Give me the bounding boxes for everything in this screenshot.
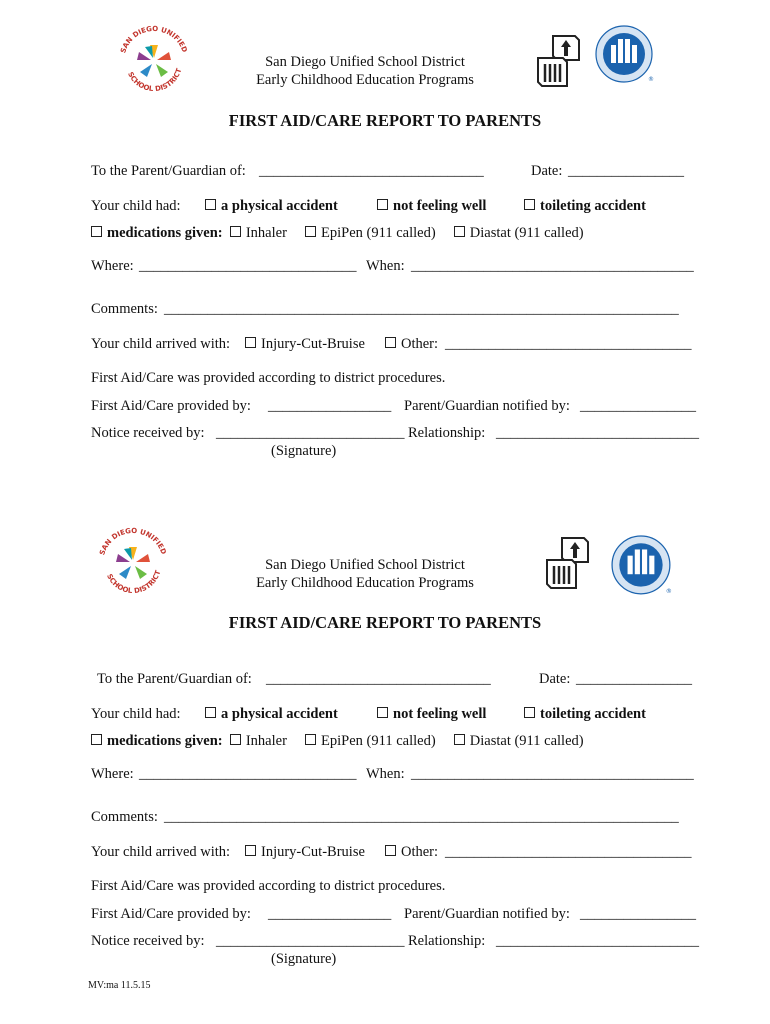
parent-name-field[interactable]: _______________________________ xyxy=(259,163,484,179)
diastat-checkbox[interactable] xyxy=(454,226,465,237)
epipen-checkbox[interactable] xyxy=(305,226,316,237)
notified-field[interactable]: ________________ xyxy=(580,398,696,414)
provided-label: First Aid/Care provided by: xyxy=(91,398,251,414)
svg-text:SAN DIEGO UNIFIED: SAN DIEGO UNIFIED xyxy=(119,24,189,55)
comments-label: Comments: xyxy=(91,301,158,317)
toileting-accident-checkbox[interactable] xyxy=(524,197,646,215)
notified-field[interactable]: ________________ xyxy=(580,906,696,922)
injury-checkbox[interactable] xyxy=(245,335,365,353)
when-field[interactable]: _______________________________________ xyxy=(411,766,694,782)
date-field[interactable]: ________________ xyxy=(568,163,684,179)
notice-label: Notice received by: xyxy=(91,933,205,949)
date-label: Date: xyxy=(539,671,571,687)
toileting-accident-label: toileting accident xyxy=(540,198,646,214)
program-name: Early Childhood Education Programs xyxy=(256,72,474,88)
epipen-label: EpiPen (911 called) xyxy=(321,225,436,241)
other-checkbox[interactable] xyxy=(385,335,438,353)
checkbox-box[interactable] xyxy=(245,337,256,348)
physical-accident-checkbox[interactable] xyxy=(205,197,338,215)
diastat-label: Diastat (911 called) xyxy=(469,225,584,241)
provided-field[interactable]: _________________ xyxy=(268,906,392,922)
where-label: Where: xyxy=(91,766,134,782)
checkbox-box[interactable] xyxy=(377,199,388,210)
had-label: Your child had: xyxy=(91,706,181,722)
injury-label: Injury-Cut-Bruise xyxy=(261,844,365,860)
medications-row xyxy=(91,224,584,242)
svg-text:SCHOOL DISTRICT: SCHOOL DISTRICT xyxy=(126,67,184,94)
physical-accident-label: a physical accident xyxy=(221,706,338,722)
arrived-label: Your child arrived with: xyxy=(91,336,231,352)
inhaler-label: Inhaler xyxy=(245,733,287,749)
not-feeling-well-checkbox[interactable] xyxy=(377,705,486,723)
circular-badge-icon xyxy=(594,25,656,87)
relationship-label: Relationship: xyxy=(408,933,486,949)
date-field[interactable]: ________________ xyxy=(576,671,692,687)
other-field[interactable]: __________________________________ xyxy=(445,844,692,860)
other-field[interactable]: __________________________________ xyxy=(445,336,692,352)
toileting-accident-checkbox[interactable] xyxy=(524,705,646,723)
arrived-label: Your child arrived with: xyxy=(91,844,231,860)
physical-accident-label: a physical accident xyxy=(221,198,338,214)
svg-text:SAN DIEGO UNIFIED: SAN DIEGO UNIFIED xyxy=(98,526,168,557)
checkbox-box[interactable] xyxy=(245,845,256,856)
when-field[interactable]: _______________________________________ xyxy=(411,258,694,274)
checkbox-box[interactable] xyxy=(205,707,216,718)
comments-label: Comments: xyxy=(91,809,158,825)
svg-text:®: ® xyxy=(648,76,654,83)
inhaler-checkbox[interactable] xyxy=(230,734,241,745)
notice-label: Notice received by: xyxy=(91,425,205,441)
epipen-checkbox[interactable] xyxy=(305,734,316,745)
district-name: San Diego Unified School District xyxy=(265,54,465,70)
circular-badge-icon xyxy=(610,535,674,599)
provided-field[interactable]: _________________ xyxy=(268,398,392,414)
signature-caption: (Signature) xyxy=(271,443,337,459)
not-feeling-well-checkbox[interactable] xyxy=(377,197,486,215)
svg-text:®: ® xyxy=(665,587,672,595)
had-label: Your child had: xyxy=(91,198,181,214)
notice-field[interactable]: __________________________ xyxy=(216,425,405,441)
program-name: Early Childhood Education Programs xyxy=(256,575,474,591)
where-field[interactable]: ______________________________ xyxy=(139,258,357,274)
comments-field[interactable]: _______________________________________________________________________ xyxy=(164,809,679,825)
parent-label: To the Parent/Guardian of: xyxy=(91,163,246,179)
diastat-label: Diastat (911 called) xyxy=(469,733,584,749)
medications-checkbox[interactable] xyxy=(91,226,102,237)
procedures-text: First Aid/Care was provided according to district procedures. xyxy=(91,370,446,386)
checkbox-box[interactable] xyxy=(205,199,216,210)
not-feeling-well-label: not feeling well xyxy=(393,198,487,214)
district-seal-icon xyxy=(113,20,195,102)
epipen-label: EpiPen (911 called) xyxy=(321,733,436,749)
medications-label: medications given: xyxy=(107,225,223,241)
medications-label: medications given: xyxy=(107,733,223,749)
where-field[interactable]: ______________________________ xyxy=(139,766,357,782)
parent-name-field[interactable]: _______________________________ xyxy=(266,671,491,687)
checkbox-box[interactable] xyxy=(524,707,535,718)
district-seal-icon xyxy=(92,522,174,604)
signature-caption: (Signature) xyxy=(271,951,337,967)
inhaler-checkbox[interactable] xyxy=(230,226,241,237)
notice-field[interactable]: __________________________ xyxy=(216,933,405,949)
relationship-label: Relationship: xyxy=(408,425,486,441)
other-label: Other: xyxy=(401,336,439,352)
physical-accident-checkbox[interactable] xyxy=(205,705,338,723)
injury-label: Injury-Cut-Bruise xyxy=(261,336,365,352)
parent-label: To the Parent/Guardian of: xyxy=(97,671,252,687)
form-copy-2 xyxy=(0,508,770,1008)
procedures-text: First Aid/Care was provided according to district procedures. xyxy=(91,878,446,894)
relationship-field[interactable]: ____________________________ xyxy=(496,933,699,949)
notified-label: Parent/Guardian notified by: xyxy=(404,398,570,414)
provided-label: First Aid/Care provided by: xyxy=(91,906,251,922)
injury-checkbox[interactable] xyxy=(245,843,365,861)
checkbox-box[interactable] xyxy=(377,707,388,718)
date-label: Date: xyxy=(531,163,563,179)
not-feeling-well-label: not feeling well xyxy=(393,706,487,722)
other-checkbox[interactable] xyxy=(385,843,438,861)
comments-field[interactable]: _______________________________________________________________________ xyxy=(164,301,679,317)
toy-blocks-icon xyxy=(535,34,581,88)
form-copy-1 xyxy=(0,0,770,500)
toileting-accident-label: toileting accident xyxy=(540,706,646,722)
when-label: When: xyxy=(366,258,405,274)
district-name: San Diego Unified School District xyxy=(265,557,465,573)
inhaler-label: Inhaler xyxy=(245,225,287,241)
diastat-checkbox[interactable] xyxy=(454,734,465,745)
checkbox-box[interactable] xyxy=(524,199,535,210)
medications-row xyxy=(91,732,584,750)
form-title: FIRST AID/CARE REPORT TO PARENTS xyxy=(228,613,542,632)
svg-text:SCHOOL DISTRICT: SCHOOL DISTRICT xyxy=(105,569,163,596)
toy-blocks-icon xyxy=(544,536,590,590)
checkbox-box[interactable] xyxy=(385,337,396,348)
checkbox-box[interactable] xyxy=(385,845,396,856)
notified-label: Parent/Guardian notified by: xyxy=(404,906,570,922)
relationship-field[interactable]: ____________________________ xyxy=(496,425,699,441)
where-label: Where: xyxy=(91,258,134,274)
footer-code: MV:ma 11.5.15 xyxy=(88,980,151,991)
form-title: FIRST AID/CARE REPORT TO PARENTS xyxy=(228,111,542,130)
other-label: Other: xyxy=(401,844,439,860)
medications-checkbox[interactable] xyxy=(91,734,102,745)
when-label: When: xyxy=(366,766,405,782)
